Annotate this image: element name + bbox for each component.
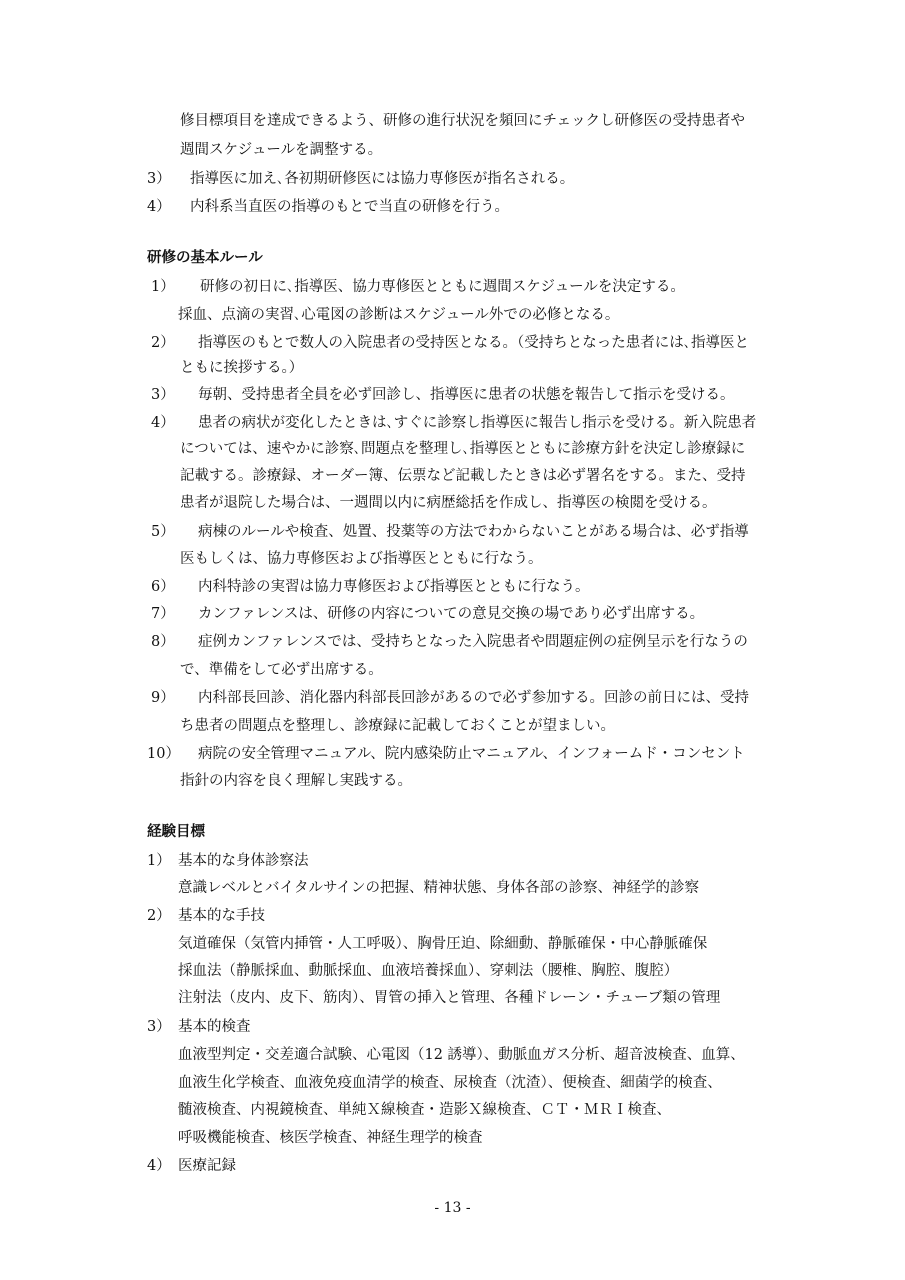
list-item: 採血、点滴の実習､心電図の診断はスケジュール外での必修となる。 <box>178 307 620 323</box>
list-number: 6） <box>151 579 175 595</box>
list-item: 気道確保（気管内挿管・人工呼吸）、胸骨圧迫、除細動、静脈確保・中心静脈確保 <box>178 936 708 952</box>
list-item-head: 医療記録 <box>178 1158 236 1174</box>
list-item: 内科系当直医の指導のもとで当直の研修を行う。 <box>190 199 509 215</box>
list-number: 2） <box>151 335 175 351</box>
page-number: - 13 - <box>434 1200 471 1216</box>
list-number: 8） <box>151 634 175 650</box>
list-item: 病院の安全管理マニュアル、院内感染防止マニュアル、インフォームド・コンセント <box>198 746 745 762</box>
list-number: 9） <box>151 690 175 706</box>
list-item: 内科部長回診、消化器内科部長回診があるので必ず参加する。回診の前日には、受持 <box>198 690 749 706</box>
list-number: 4） <box>151 415 175 431</box>
list-item: カンファレンスは、研修の内容についての意見交換の場であり必ず出席する。 <box>198 606 705 622</box>
list-number: 5） <box>151 524 175 540</box>
list-number: 1） <box>147 853 171 869</box>
list-number: 1） <box>151 279 175 295</box>
list-item: 研修の初日に､指導医、協力専修医とともに週間スケジュールを決定する。 <box>200 279 685 295</box>
list-item: については、速やかに診察､問題点を整理し､指導医とともに診療方針を決定し診療録に <box>180 441 746 457</box>
list-item: 呼吸機能検査、核医学検査、神経生理学的検査 <box>178 1130 483 1146</box>
list-item: 注射法（皮内、皮下、筋肉）、胃管の挿入と管理、各種ドレーン・チューブ類の管理 <box>178 990 721 1006</box>
list-item-head: 基本的な身体診察法 <box>178 853 309 869</box>
list-item: 毎朝、受持患者全員を必ず回診し、指導医に患者の状態を報告して指示を受ける。 <box>198 387 735 403</box>
list-item: 記載する。診療録、オーダー簿、伝票など記載したときは必ず署名をする。また、受持 <box>180 468 746 484</box>
list-item: 採血法（静脈採血、動脈採血、血液培養採血）、穿刺法（腰椎、胸腔、腹腔） <box>178 963 679 979</box>
list-item: 髄液検査、内視鏡検査、単純Ｘ線検査・造影Ｘ線検査、ＣＴ・ＭＲＩ検査、 <box>178 1102 671 1118</box>
section-heading: 経験目標 <box>147 824 205 840</box>
intro-line: 週間スケジュールを調整する。 <box>180 142 383 158</box>
list-item: 症例カンファレンスでは、受持ちとなった入院患者や問題症例の症例呈示を行なうの <box>198 634 748 650</box>
list-item: 血液型判定・交差適合試験、心電図（12 誘導）、動脈血ガス分析、超音波検査、血算、 <box>178 1047 745 1063</box>
list-item: ち患者の問題点を整理し、診療録に記載しておくことが望ましい。 <box>180 718 615 734</box>
list-item: 血液生化学検査、血液免疫血清学的検査、尿検査（沈渣）、便検査、細菌学的検査、 <box>178 1075 722 1091</box>
section-heading: 研修の基本ルール <box>147 250 263 266</box>
list-item: で、準備をして必ず出席する。 <box>180 662 383 678</box>
list-item-head: 基本的な手技 <box>178 908 265 924</box>
list-item: 患者が退院した場合は、一週間以内に病歴総括を作成し、指導医の検閲を受ける。 <box>180 495 717 511</box>
list-number: 4） <box>147 1158 171 1174</box>
list-number: 7） <box>151 606 175 622</box>
list-item: 指導医のもとで数人の入院患者の受持医となる。（受持ちとなった患者には､指導医と <box>198 335 749 351</box>
list-item: 指針の内容を良く理解し実践する。 <box>180 773 412 789</box>
list-number: 3） <box>147 1019 171 1035</box>
list-number: 3） <box>147 171 171 187</box>
list-item: 医もしくは、協力専修医および指導医とともに行なう。 <box>180 551 543 567</box>
list-number: 2） <box>147 908 171 924</box>
list-number: 10） <box>147 746 180 762</box>
list-number: 3） <box>151 387 175 403</box>
list-item: 意識レベルとバイタルサインの把握、精神状態、身体各部の診察、神経学的診察 <box>178 880 699 896</box>
list-item: 患者の病状が変化したときは､すぐに診察し指導医に報告し指示を受ける。新入院患者 <box>198 415 757 431</box>
list-item: 指導医に加え､各初期研修医には協力専修医が指名される。 <box>190 171 575 187</box>
list-number: 4） <box>147 199 171 215</box>
list-item: 内科特診の実習は協力専修医および指導医とともに行なう。 <box>198 579 590 595</box>
list-item-head: 基本的検査 <box>178 1019 251 1035</box>
intro-line: 修目標項目を達成できるよう、研修の進行状況を頻回にチェックし研修医の受持患者や <box>180 113 746 129</box>
list-item: ともに挨拶する。） <box>180 360 304 376</box>
list-item: 病棟のルールや検査、処置、投薬等の方法でわからないことがある場合は、必ず指導 <box>198 524 749 540</box>
